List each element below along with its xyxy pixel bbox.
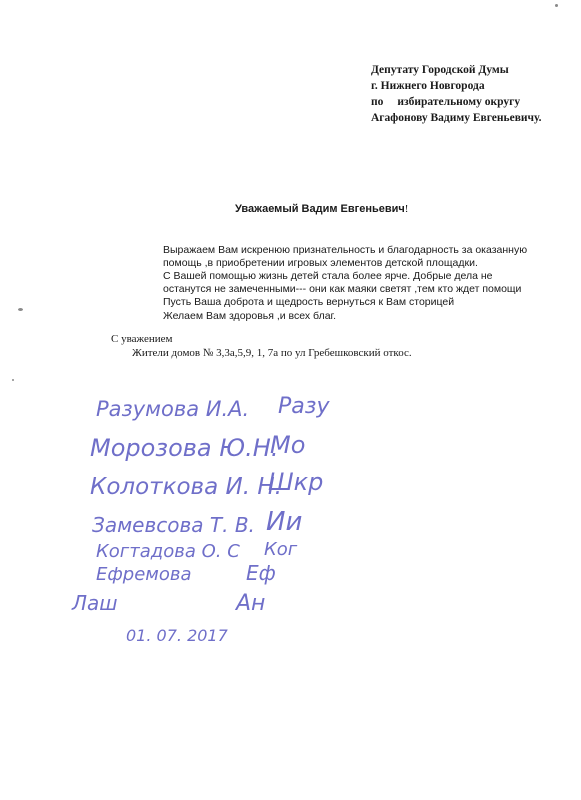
body-line: Пусть Ваша доброта и щедрость вернуться к Вам сторицей <box>163 296 455 308</box>
signature-row <box>96 561 276 585</box>
signature-mark: Разу <box>278 394 330 419</box>
body-line: Выражаем Вам искренюю признательность и благодарность за оказанную <box>163 244 528 256</box>
body-line: помощь ,в приобретении игровых элементов детской площадки. <box>163 257 478 269</box>
signature-mark: Ког <box>264 539 298 560</box>
signature-mark: Ан <box>236 591 266 616</box>
signature-row <box>92 507 302 537</box>
body-line: останутся не замеченными--- они как маяки светят ,тем кто ждет помощи <box>163 283 522 295</box>
signature-name: Когтадова О. С <box>96 541 240 562</box>
signature-row <box>90 468 323 500</box>
signature-mark: Шкр <box>268 468 324 496</box>
signature-name: Лаш <box>72 591 118 615</box>
signature-name: Морозова Ю.Н. <box>90 434 279 462</box>
recipient-line-2: г. Нижнего Новгорода <box>371 80 485 92</box>
closing: С уважением <box>111 333 173 345</box>
signature-mark: Еф <box>246 561 276 585</box>
signature-row <box>90 431 305 462</box>
signature-mark: Ии <box>266 507 303 537</box>
signature-name: Ефремова <box>96 564 192 585</box>
recipient-line-4: Агафонову Вадиму Евгеньевичу. <box>371 112 542 124</box>
greeting-mark: ! <box>404 203 409 215</box>
recipient-line-3-rest: избирательному округу <box>397 96 521 108</box>
body-line: Желаем Вам здоровья ,и всех благ. <box>163 310 337 322</box>
signature-row <box>71 591 265 616</box>
greeting-text: Уважаемый Вадим Евгеньевич <box>235 203 405 215</box>
residents-line: Жители домов № 3,3а,5,9, 1, 7а по ул Гребешковский откос. <box>132 347 412 359</box>
recipient-line-1: Депутату Городской Думы <box>371 64 509 76</box>
signature-name: Колоткова И. Н. <box>90 474 282 500</box>
signature-row <box>96 539 298 562</box>
signature-row <box>96 394 330 421</box>
recipient-line-3-prefix: по <box>371 96 384 108</box>
signature-name: Замевсова Т. В. <box>92 513 255 537</box>
body-line: С Вашей помощью жизнь детей стала более ярче. Добрые дела не <box>163 270 493 282</box>
signature-date: 01. 07. 2017 <box>126 626 228 645</box>
signature-name: Разумова И.А. <box>96 397 250 421</box>
signature-mark: Мо <box>270 431 306 459</box>
